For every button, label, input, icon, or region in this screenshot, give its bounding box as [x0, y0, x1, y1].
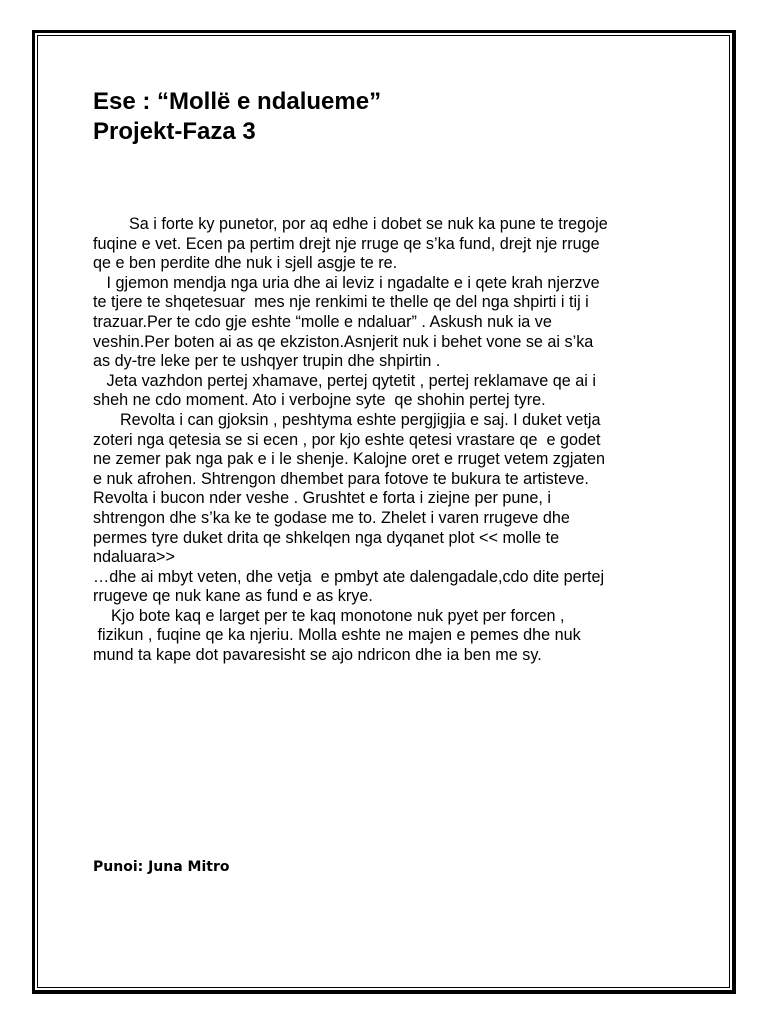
essay-line: veshin.Per boten ai as qe ekziston.Asnjerit nuk i behet vone se ai s’ka	[93, 332, 594, 351]
essay-line: Revolta i bucon nder veshe . Grushtet e forta i ziejne per pune, i	[93, 489, 552, 508]
title-line-2: Projekt-Faza 3	[93, 118, 256, 145]
title-line-1: Ese : “Mollë e ndalueme”	[93, 88, 382, 115]
essay-line: Jeta vazhdon pertej xhamave, pertej qytetit , pertej reklamave qe ai i	[93, 371, 596, 390]
essay-line: ndaluara>>	[93, 548, 175, 567]
essay-line: te tjere te shqetesuar mes nje renkimi te thelle qe del nga shpirti i tij i	[93, 293, 589, 312]
essay-line: zoteri nga qetesia se si ecen , por kjo eshte qetesi vrastare qe e godet	[93, 430, 601, 449]
essay-line: ne zemer pak nga pak e i le shenje. Kalojne oret e rruget vetem zgjaten	[93, 450, 606, 469]
essay-line: …dhe ai mbyt veten, dhe vetja e pmbyt ate dalengadale,cdo dite pertej	[93, 567, 605, 586]
essay-line: permes tyre duket drita qe shkelqen nga dyqanet plot << molle te	[93, 528, 560, 547]
author-signature: Punoi: Juna Mitro	[93, 859, 230, 875]
essay-line: shtrengon dhe s’ka ke te godase me to. Zhelet i varen rrugeve dhe	[93, 508, 570, 527]
essay-line: Kjo bote kaq e larget per te kaq monotone nuk pyet per forcen ,	[93, 606, 565, 625]
essay-line: rrugeve qe nuk kane as fund e as krye.	[93, 587, 373, 606]
essay-line: qe e ben perdite dhe nuk i sjell asgje te re.	[93, 254, 398, 273]
document-title	[93, 87, 381, 147]
essay-line: sheh ne cdo moment. Ato i verbojne syte qe shohin pertej tyre.	[93, 391, 546, 410]
essay-line: mund ta kape dot pavaresisht se ajo ndricon dhe ia ben me sy.	[93, 646, 542, 665]
essay-line: Revolta i can gjoksin , peshtyma eshte pergjigjia e saj. I duket vetja	[93, 410, 601, 429]
essay-line: fizikun , fuqine qe ka njeriu. Molla eshte ne majen e pemes dhe nuk	[93, 626, 581, 645]
essay-line: fuqine e vet. Ecen pa pertim drejt nje rruge qe s’ka fund, drejt nje rruge	[93, 234, 600, 253]
essay-line: trazuar.Per te cdo gje eshte “molle e ndaluar” . Askush nuk ia ve	[93, 312, 552, 331]
essay-body	[93, 215, 693, 666]
essay-line: as dy-tre leke per te ushqyer trupin dhe shpirtin .	[93, 352, 441, 371]
essay-line: I gjemon mendja nga uria dhe ai leviz i ngadalte e i qete krah njerzve	[93, 273, 600, 292]
essay-line: e nuk afrohen. Shtrengon dhembet para fotove te bukura te artisteve.	[93, 469, 589, 488]
essay-line: Sa i forte ky punetor, por aq edhe i dobet se nuk ka pune te tregoje	[93, 215, 608, 233]
